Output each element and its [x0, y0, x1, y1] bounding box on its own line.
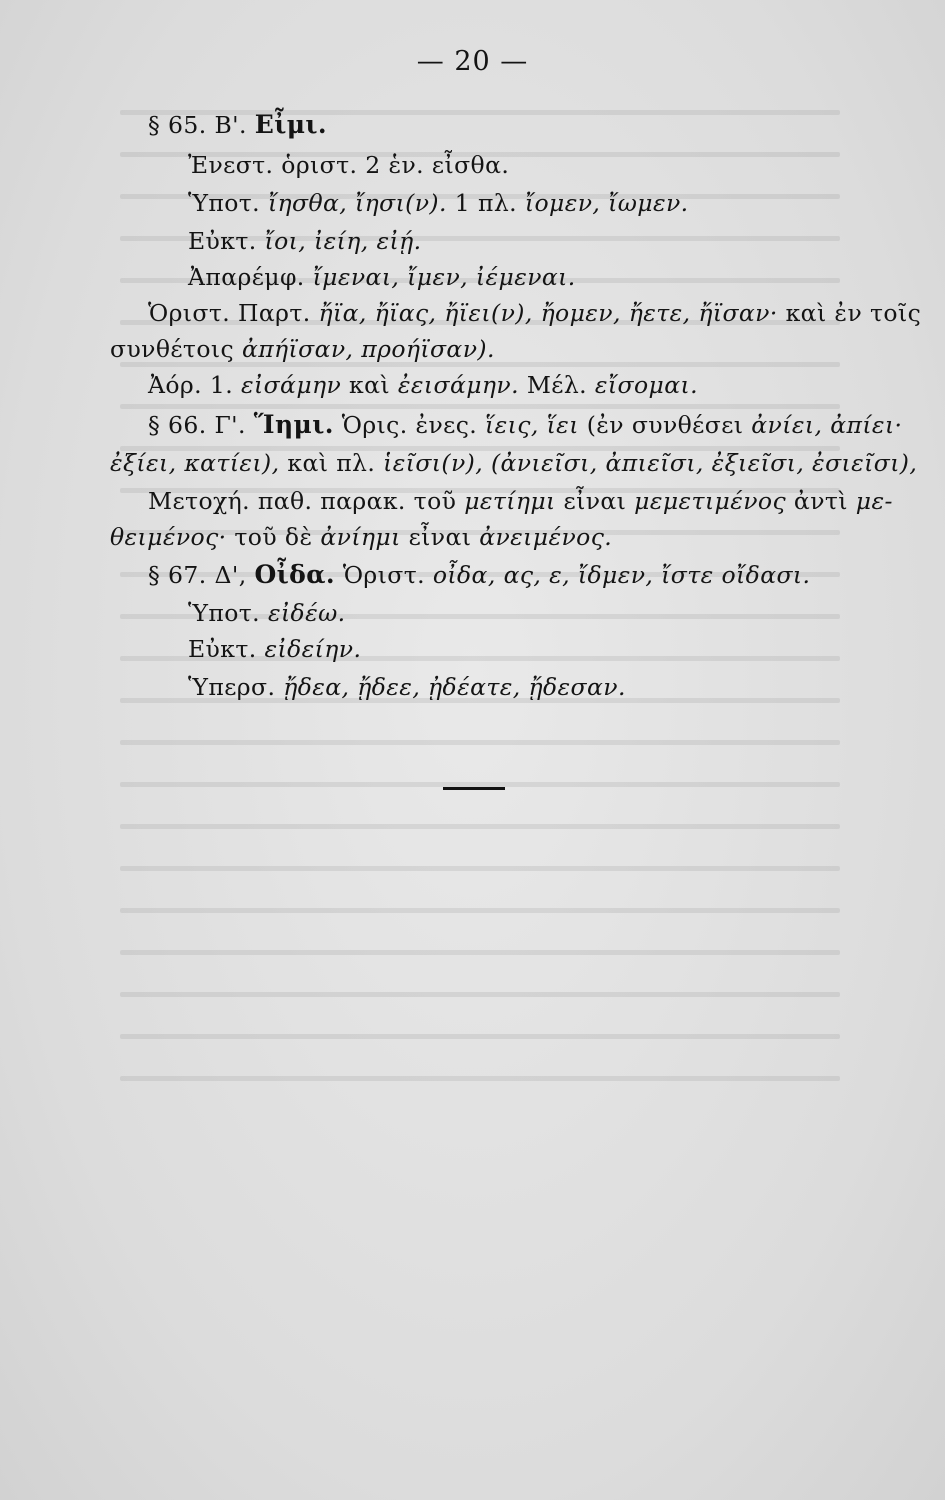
text-line: Ἀόρ. 1. εἰσάμην καὶ ἐεισάμην. Μέλ. εἴσομαι.	[148, 371, 698, 399]
text-line: Ὑποτ. εἰδέω.	[188, 599, 346, 627]
text-line: Εὐκτ. εἰδείην.	[188, 635, 362, 663]
section-66-heading: § 66. Γ'. Ἵημι. Ὁρις. ἐνες. ἵεις, ἵει (ἐν συνθέσει ἀνίει, ἀπίει·	[148, 410, 903, 439]
text-line: συνθέτοις ἀπήϊσαν, προήϊσαν).	[110, 335, 495, 363]
text-line: Ἐνεστ. ὁριστ. 2 ἑν. εἶσθα.	[188, 151, 510, 179]
page-number: — 20 —	[416, 46, 529, 77]
text-line: Μετοχή. παθ. παρακ. τοῦ μετίημι εἶναι μεμετιμένος ἀντὶ με-	[148, 487, 893, 515]
headword: Οἶδα.	[254, 560, 335, 589]
section-65-heading	[148, 110, 327, 140]
text-line: Ὁριστ. Παρτ. ἤϊα, ἤϊας, ἤϊει(ν), ἤομεν, ἤετε, ἤϊσαν· καὶ ἐν τοῖς	[148, 299, 922, 327]
text-line: ἐξίει, κατίει), καὶ πλ. ἱεῖσι(ν), (ἀνιεῖσι, ἀπιεῖσι, ἐξιεῖσι, ἐσιεῖσι),	[110, 449, 918, 477]
text-line: θειμένος· τοῦ δὲ ἀνίημι εἶναι ἀνειμένος.	[110, 523, 613, 551]
section-number: § 65. Β'.	[148, 111, 247, 139]
text-line: Ὑπερσ. ᾔδεα, ᾔδεε, ᾐδέατε, ᾔδεσαν.	[188, 673, 626, 701]
text-line: Ἀπαρέμφ. ἴμεναι, ἴμεν, ἰέμεναι.	[188, 263, 576, 291]
headword: Ἵημι.	[253, 410, 334, 439]
section-number: § 67. Δ',	[148, 561, 247, 589]
section-67-heading: § 67. Δ', Οἶδα. Ὁριστ. οἶδα, ας, ε, ἴδμεν, ἴστε οἴδασι.	[148, 560, 811, 589]
section-divider	[443, 787, 505, 790]
headword: Εἶμι.	[254, 110, 328, 139]
text-line: Εὐκτ. ἴοι, ἰείη, εἰῄ.	[188, 227, 422, 255]
section-number: § 66. Γ'.	[148, 411, 246, 439]
text-line: Ὑποτ. ἴησθα, ἴησι(ν). 1 πλ. ἴομεν, ἴωμεν.	[188, 189, 689, 217]
